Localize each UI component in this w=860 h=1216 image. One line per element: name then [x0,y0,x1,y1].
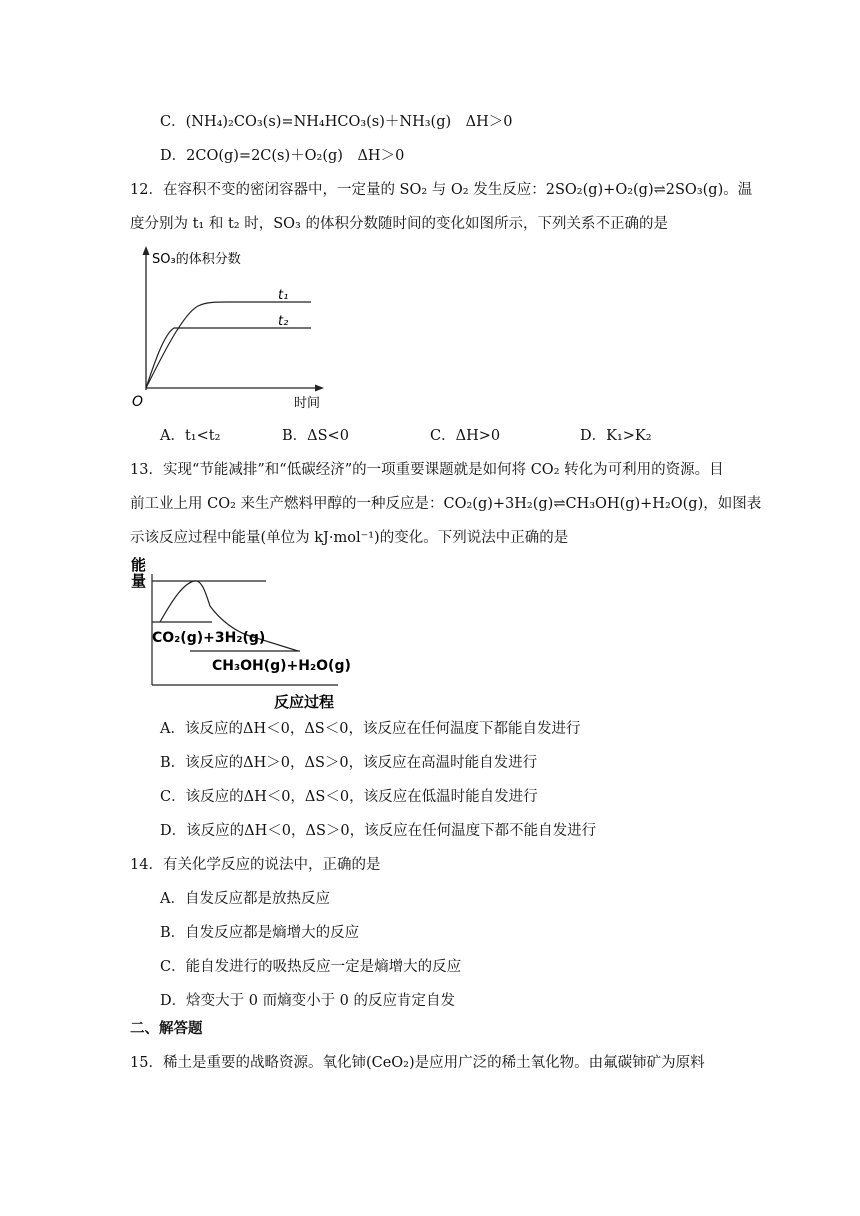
q13-option-b: B．该反应的ΔH＞0，ΔS＞0，该反应在高温时能自发进行 [160,755,538,771]
q14-option-b: B．自发反应都是熵增大的反应 [160,925,360,941]
q13-stem-line3: 示该反应过程中能量(单位为 kJ·mol⁻¹)的变化。下列说法中正确的是 [130,530,569,546]
q13-option-d: D．该反应的ΔH＜0，ΔS＞0，该反应在任何温度下都不能自发进行 [160,823,597,839]
curve-t2-label: t₂ [278,314,289,329]
q12-option-c: C．ΔH>0 [430,428,501,444]
y-axis-label: SO₃的体积分数 [152,252,241,267]
q12-figure [128,244,328,414]
reactant-label: CO₂(g)+3H₂(g) [152,630,266,646]
q12-stem-line2: 度分别为 t₁ 和 t₂ 时，SO₃ 的体积分数随时间的变化如图所示，下列关系不正确的是 [130,216,668,232]
q14-stem: 14．有关化学反应的说法中，正确的是 [130,857,381,873]
q14-option-c: C．能自发进行的吸热反应一定是熵增大的反应 [160,959,462,975]
q13-option-a: A．该反应的ΔH＜0，ΔS＜0，该反应在任何温度下都能自发进行 [160,721,581,737]
x-axis-label: 反应过程 [274,693,335,711]
q14-option-a: A．自发反应都是放热反应 [160,891,330,907]
q12-option-b: B．ΔS<0 [282,428,349,444]
q11-option-c: C．(NH₄)₂CO₃(s)=NH₄HCO₃(s)＋NH₃(g) ΔH＞0 [160,114,513,130]
q14-option-d: D．焓变大于 0 而熵变小于 0 的反应肯定自发 [160,993,456,1009]
q11-option-d: D．2CO(g)=2C(s)＋O₂(g) ΔH＞0 [160,148,405,164]
q13-stem-line2: 前工业上用 CO₂ 来生产燃料甲醇的一种反应是：CO₂(g)+3H₂(g)⇌CH₃OH(g)+H₂O(g)，如图表 [130,496,762,512]
origin-label: O [132,394,144,410]
q13-option-c: C．该反应的ΔH＜0，ΔS＜0，该反应在低温时能自发进行 [160,789,538,805]
curve-t1-label: t₁ [278,288,289,303]
q12-stem-line1: 12．在容积不变的密闭容器中，一定量的 SO₂ 与 O₂ 发生反应：2SO₂(g)+O₂(g)⇌2SO₃(g)。温 [130,182,753,198]
y-label-bottom: 量 [131,572,147,590]
q13-stem-line1: 13．实现“节能减排”和“低碳经济”的一项重要课题就是如何将 CO₂ 转化为可利用的资源。目 [130,462,724,478]
q12-option-d: D．K₁>K₂ [580,428,652,444]
curve-t2 [146,328,311,388]
y-label-top: 能 [131,556,147,574]
q12-option-a: A．t₁<t₂ [160,428,221,444]
q13-figure [128,554,358,714]
q15-stem-line1: 15．稀土是重要的战略资源。氧化铈(CeO₂)是应用广泛的稀土氧化物。由氟碳铈矿为原料 [130,1055,705,1071]
x-axis-arrow [315,385,324,392]
section-heading: 二、解答题 [130,1021,203,1037]
y-axis-arrow [143,246,150,255]
x-axis-label: 时间 [294,396,321,411]
product-label: CH₃OH(g)+H₂O(g) [212,658,351,674]
